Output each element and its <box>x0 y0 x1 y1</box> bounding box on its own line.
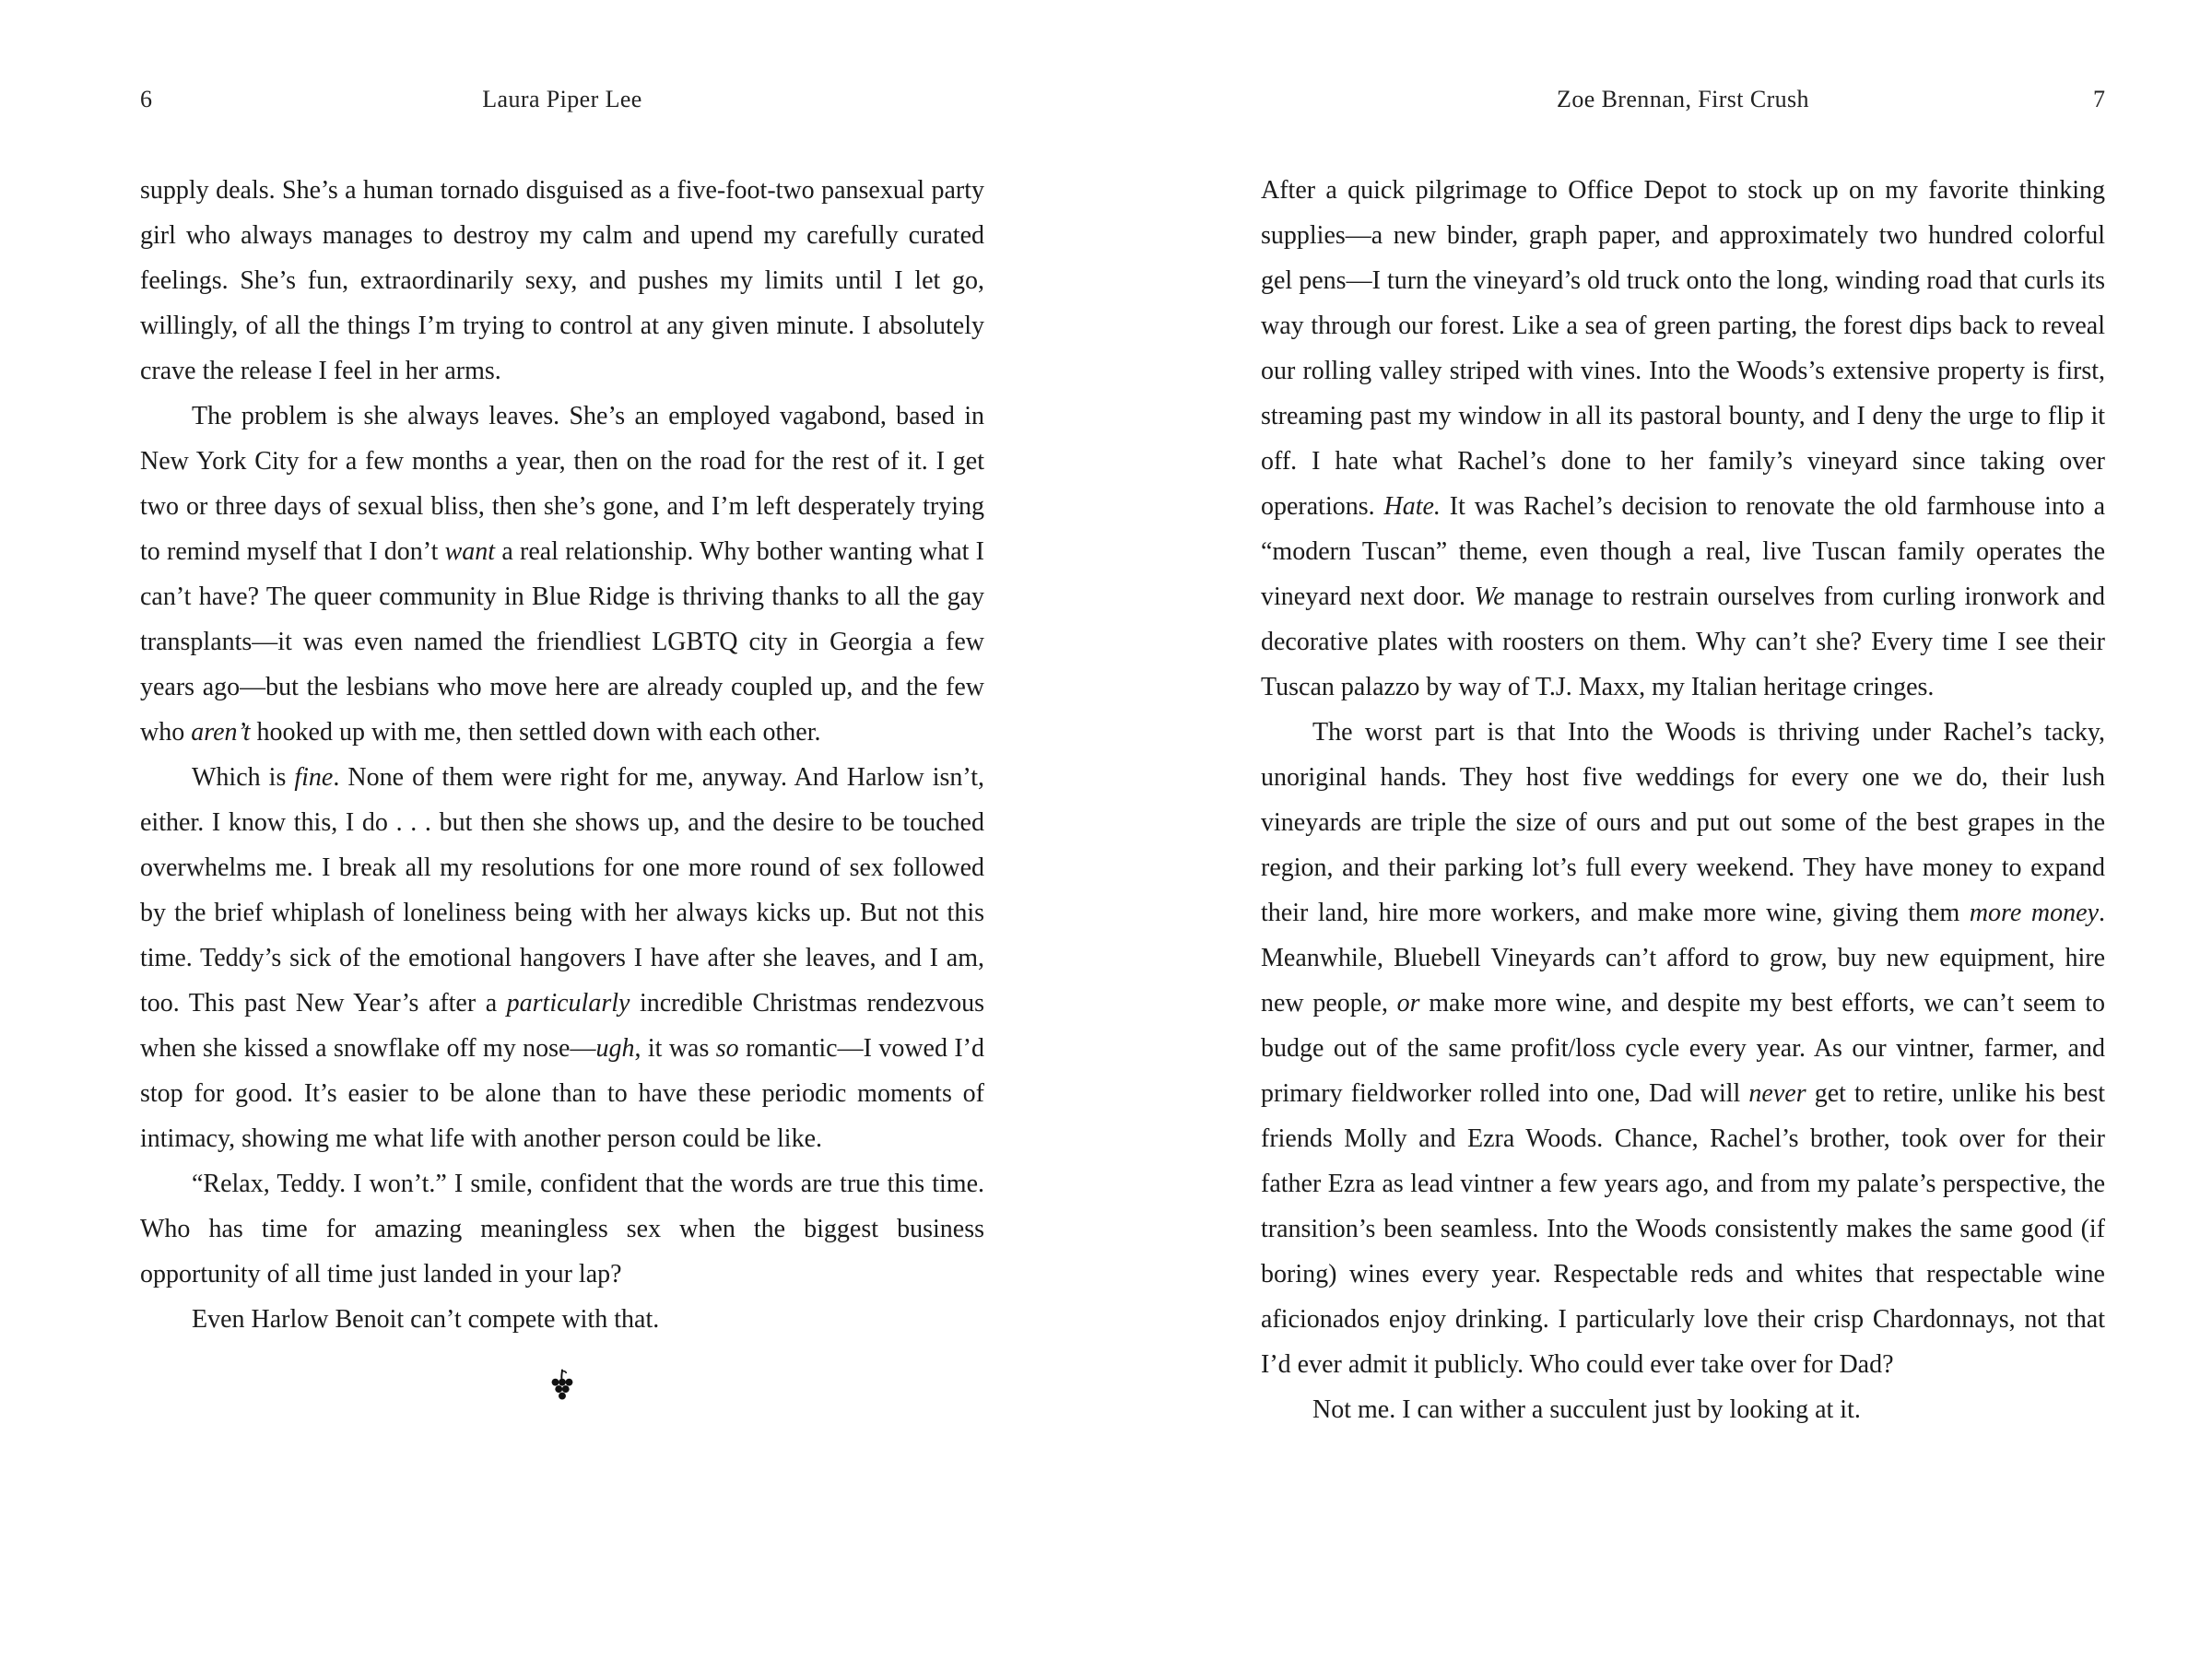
paragraph: Even Harlow Benoit can’t compete with that. <box>192 1305 660 1334</box>
paragraph: After a quick pilgrimage to Office Depot to stock up on my favorite thinking supplies—a new binder, graph paper, and approximately two hundred colorful gel pens—I turn the vineyard’s old truck onto the long, winding road that curls its way through our forest. Like a sea of green parting, the forest dips back to reveal our rolling valley striped with vines. Into the Woods’s extensive property is first, streaming past my window in all its pastoral bounty, and I deny the urge to flip it off. I hate what Rachel’s done to her family’s vineyard since taking over operations. Hate. It was Rachel’s decision to renovate the old farmhouse into a “modern Tuscan” theme, even though a real, live Tuscan family operates the vineyard next door. We manage to restrain ourselves from curling ironwork and decorative plates with roosters on them. Why can’t she? Every time I see their Tuscan palazzo by way of T.J. Maxx, my Italian heritage cringes. <box>1261 176 2105 701</box>
page-number-right: 7 <box>2093 86 2105 112</box>
paragraph: “Relax, Teddy. I won’t.” I smile, confident that the words are true this time. Who has time for amazing meaningless sex when the biggest business opportunity of all time just landed in your lap? <box>140 1170 984 1288</box>
paragraph: The problem is she always leaves. She’s an employed vagabond, based in New York City for a few months a year, then on the road for the rest of it. I get two or three days of sexual bliss, then she’s gone, and I’m left desperately trying to remind myself that I don’t want a real relationship. Why bother wanting what I can’t have? The queer community in Blue Ridge is thriving thanks to all the gay transplants—it was even named the friendliest LGBTQ city in Georgia a few years ago—but the lesbians who move here are already coupled up, and the few who aren’t hooked up with me, then settled down with each other. <box>140 402 984 747</box>
ornament <box>140 1368 984 1406</box>
paragraph: Not me. I can wither a succulent just by looking at it. <box>1312 1395 1861 1424</box>
page-left-header <box>140 81 984 118</box>
paragraph: The worst part is that Into the Woods is thriving under Rachel’s tacky, unoriginal hands. They host five weddings for every one we do, their lush vineyards are triple the size of ours and put out some of the best grapes in the region, and their parking lot’s full every weekend. They have money to expand their land, hire more workers, and make more wine, giving them more money. Meanwhile, Bluebell Vineyards can’t afford to grow, buy new equipment, hire new people, or make more wine, and despite my best efforts, we can’t seem to budge out of the same profit/loss cycle every year. As our vintner, farmer, and primary fieldworker rolled into one, Dad will never get to retire, unlike his best friends Molly and Ezra Woods. Chance, Rachel’s brother, took over for their father Ezra as lead vintner a few years ago, and from my palate’s perspective, the transition’s been seamless. Into the Woods consistently makes the same good (if boring) wines every year. Respectable reds and whites that respectable wine aficionados enjoy drinking. I particularly love their crisp Chardonnays, not that I’d ever admit it publicly. Who could ever take over for Dad? <box>1261 718 2105 1379</box>
page-right-body <box>1261 168 2105 1432</box>
page-left <box>140 81 984 1406</box>
page-right-header <box>1261 81 2105 118</box>
page-left-body <box>140 168 984 1342</box>
running-head-author: Laura Piper Lee <box>482 86 642 112</box>
page-right <box>1261 81 2105 1432</box>
paragraph: Which is fine. None of them were right for me, anyway. And Harlow isn’t, either. I know this, I do . . . but then she shows up, and the desire to be touched overwhelms me. I break all my resolutions for one more round of sex followed by the brief whiplash of loneliness being with her always kicks up. But not this time. Teddy’s sick of the emotional hangovers I have after she leaves, and I am, too. This past New Year’s after a particularly incredible Christmas rendezvous when she kissed a snowflake off my nose—ugh, it was so romantic—I vowed I’d stop for good. It’s easier to be alone than to have these periodic moments of intimacy, showing me what life with another person could be like. <box>140 763 985 1153</box>
grape-cluster-icon <box>547 1368 577 1406</box>
paragraph: supply deals. She’s a human tornado disguised as a five-foot-two pansexual party girl who always manages to destroy my calm and upend my carefully curated feelings. She’s fun, extraordinarily sexy, and pushes my limits until I let go, willingly, of all the things I’m trying to control at any given minute. I absolutely crave the release I feel in her arms. <box>140 176 984 385</box>
page-number-left: 6 <box>140 86 152 112</box>
running-head-title: Zoe Brennan, First Crush <box>1557 86 1809 112</box>
